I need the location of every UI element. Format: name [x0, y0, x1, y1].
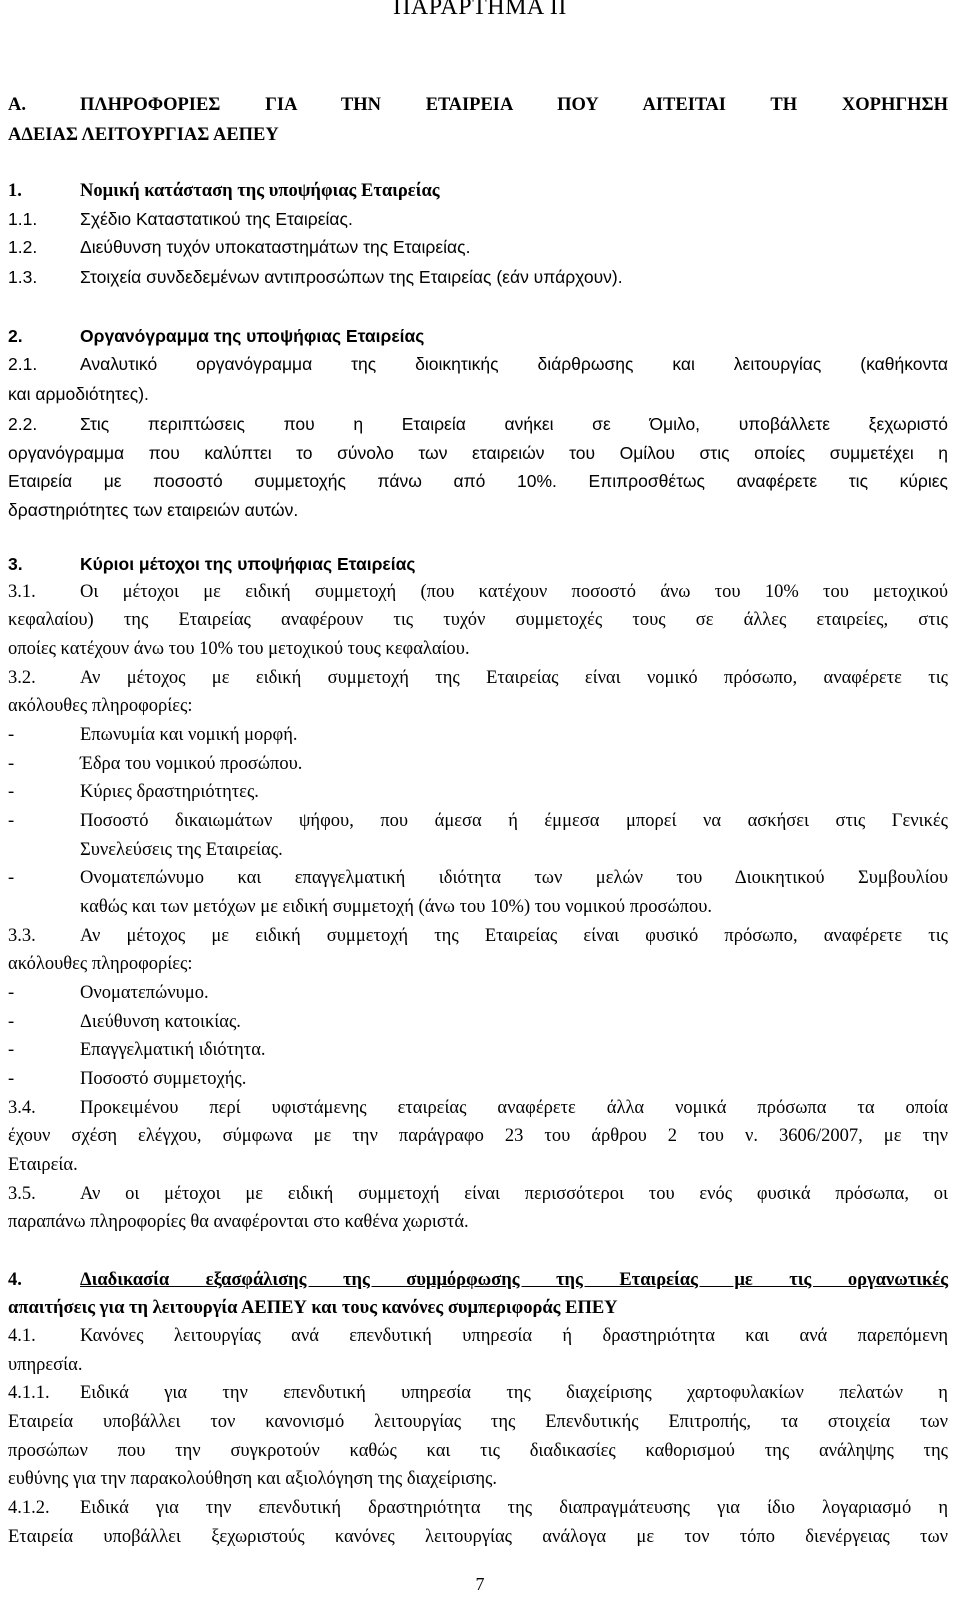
section-3-heading: 3. Κύριοι μέτοχοι της υποψήφιας Εταιρείας: [8, 554, 416, 574]
item-1-2: 1.2. Διεύθυνση τυχόν υποκαταστημάτων της Εταιρείας.: [8, 237, 471, 257]
list-item: - Ποσοστό δικαιωμάτων ψήφου, που άμεσα ή έμμεσα μπορεί να ασκήσει στις Γενικές: [8, 811, 948, 831]
section-a-heading-cont: ΑΔΕΙΑΣ ΛΕΙΤΟΥΡΓΙΑΣ ΑΕΠΕΥ: [8, 125, 279, 145]
item-2-1: 2.1. Αναλυτικό οργανόγραμμα της διοικητικής διάρθρωσης και λειτουργίας (καθήκοντα: [8, 354, 948, 374]
list-item: - Διεύθυνση κατοικίας.: [8, 1012, 241, 1032]
item-3-1-line3: οποίες κατέχουν άνω του 10% του μετοχικού τους κεφαλαίου.: [8, 639, 470, 659]
item-3-5: 3.5. Αν οι μέτοχοι με ειδική συμμετοχή είναι περισσότεροι του ενός φυσικά πρόσωπα, οι: [8, 1184, 948, 1204]
item-2-1-cont: και αρμοδιότητες).: [8, 384, 149, 404]
list-item: - Ποσοστό συμμετοχής.: [8, 1069, 247, 1089]
section-a-heading: Α. ΠΛΗΡΟΦΟΡΙΕΣ ΓΙΑ ΤΗΝ ΕΤΑΙΡΕΙΑ ΠΟΥ ΑΙΤΕΙΤΑΙ ΤΗ ΧΟΡΗΓΗΣΗ: [8, 95, 948, 115]
page-title: ΠΑΡΑΡΤΗΜΑ ΙΙ: [393, 0, 567, 20]
list-item: - Κύριες δραστηριότητες.: [8, 782, 259, 802]
item-3-4: 3.4. Προκειμένου περί υφιστάμενης εταιρείας αναφέρετε άλλα νομικά πρόσωπα τα οποία: [8, 1098, 948, 1118]
item-3-2-line2: ακόλουθες πληροφορίες:: [8, 696, 193, 716]
item-2-2: 2.2. Στις περιπτώσεις που η Εταιρεία ανήκει σε Όμιλο, υποβάλλετε ξεχωριστό: [8, 414, 948, 434]
item-4-1-line2: υπηρεσία.: [8, 1355, 83, 1375]
item-4-1-1-line4: ευθύνης για την παρακολούθηση και αξιολόγηση της διαχείρισης.: [8, 1469, 497, 1489]
item-4-1: 4.1. Κανόνες λειτουργίας ανά επενδυτική υπηρεσία ή δραστηριότητα και ανά παρεπόμενη: [8, 1326, 948, 1346]
item-1-1: 1.1. Σχέδιο Καταστατικού της Εταιρείας.: [8, 209, 353, 229]
list-item: - Έδρα του νομικού προσώπου.: [8, 754, 303, 774]
item-3-2: 3.2. Αν μέτοχος με ειδική συμμετοχή της Εταιρείας είναι νομικό πρόσωπο, αναφέρετε τις: [8, 668, 948, 688]
item-4-1-1-line2: Εταιρεία υποβάλλει τον κανονισμό λειτουργίας της Επενδυτικής Επιτροπής, τα στοιχεία των: [8, 1412, 948, 1432]
item-2-2-line2: οργανόγραμμα που καλύπτει το σύνολο των εταιρειών του Ομίλου στις οποίες συμμετέχει η: [8, 443, 948, 463]
item-3-1-line2: κεφαλαίου) της Εταιρείας αναφέρουν τις τυχόν συμμετοχές τους σε άλλες εταιρείες, στις: [8, 610, 948, 630]
list-item: - Επαγγελματική ιδιότητα.: [8, 1040, 266, 1060]
list-item: - Ονοματεπώνυμο και επαγγελματική ιδιότητα των μελών του Διοικητικού Συμβουλίου: [8, 868, 948, 888]
list-item-cont: Συνελεύσεις της Εταιρείας.: [80, 840, 283, 860]
list-item-cont: καθώς και των μετόχων με ειδική συμμετοχή (άνω του 10%) του νομικού προσώπου.: [80, 897, 713, 917]
item-4-1-1: 4.1.1. Ειδικά για την επενδυτική υπηρεσία της διαχείρισης χαρτοφυλακίων πελατών η: [8, 1383, 948, 1403]
item-4-1-2-line2: Εταιρεία υποβάλλει ξεχωριστούς κανόνες λειτουργίας ανάλογα με τον τόπο διενέργειας των: [8, 1527, 948, 1547]
section-4-heading-cont: απαιτήσεις για τη λειτουργία ΑΕΠΕΥ και τους κανόνες συμπεριφοράς ΕΠΕΥ: [8, 1298, 618, 1318]
section-1-heading: 1. Νομική κατάσταση της υποψήφιας Εταιρείας: [8, 181, 440, 201]
section-2-heading: 2. Οργανόγραμμα της υποψήφιας Εταιρείας: [8, 326, 425, 346]
list-item: - Επωνυμία και νομική μορφή.: [8, 725, 298, 745]
item-1-3: 1.3. Στοιχεία συνδεδεμένων αντιπροσώπων της Εταιρείας (εάν υπάρχουν).: [8, 267, 623, 287]
section-4-heading: 4. Διαδικασία εξασφάλισης της συμμόρφωσης της Εταιρείας με τις οργανωτικές: [8, 1270, 948, 1290]
item-4-1-1-line3: προσώπων που την συγκροτούν καθώς και τις διαδικασίες καθορισμού της ανάληψης της: [8, 1441, 948, 1461]
item-3-3-line2: ακόλουθες πληροφορίες:: [8, 954, 193, 974]
list-item: - Ονοματεπώνυμο.: [8, 983, 209, 1003]
item-3-4-line3: Εταιρεία.: [8, 1155, 78, 1175]
item-3-1: 3.1. Οι μέτοχοι με ειδική συμμετοχή (που κατέχουν ποσοστό άνω του 10% του μετοχικού: [8, 582, 948, 602]
item-2-2-line4: δραστηριότητες των εταιρειών αυτών.: [8, 500, 299, 520]
item-3-5-line2: παραπάνω πληροφορίες θα αναφέρονται στο καθένα χωριστά.: [8, 1212, 469, 1232]
item-3-4-line2: έχουν σχέση ελέγχου, σύμφωνα με την παράγραφο 23 του άρθρου 2 του ν. 3606/2007, με την: [8, 1126, 948, 1146]
item-4-1-2: 4.1.2. Ειδικά για την επενδυτική δραστηριότητα της διαπραγμάτευσης για ίδιο λογαριασμό η: [8, 1498, 948, 1518]
page-number: 7: [475, 1574, 485, 1594]
item-2-2-line3: Εταιρεία με ποσοστό συμμετοχής πάνω από 10%. Επιπροσθέτως αναφέρετε τις κύριες: [8, 471, 948, 491]
item-3-3: 3.3. Αν μέτοχος με ειδική συμμετοχή της Εταιρείας είναι φυσικό πρόσωπο, αναφέρετε τις: [8, 926, 948, 946]
